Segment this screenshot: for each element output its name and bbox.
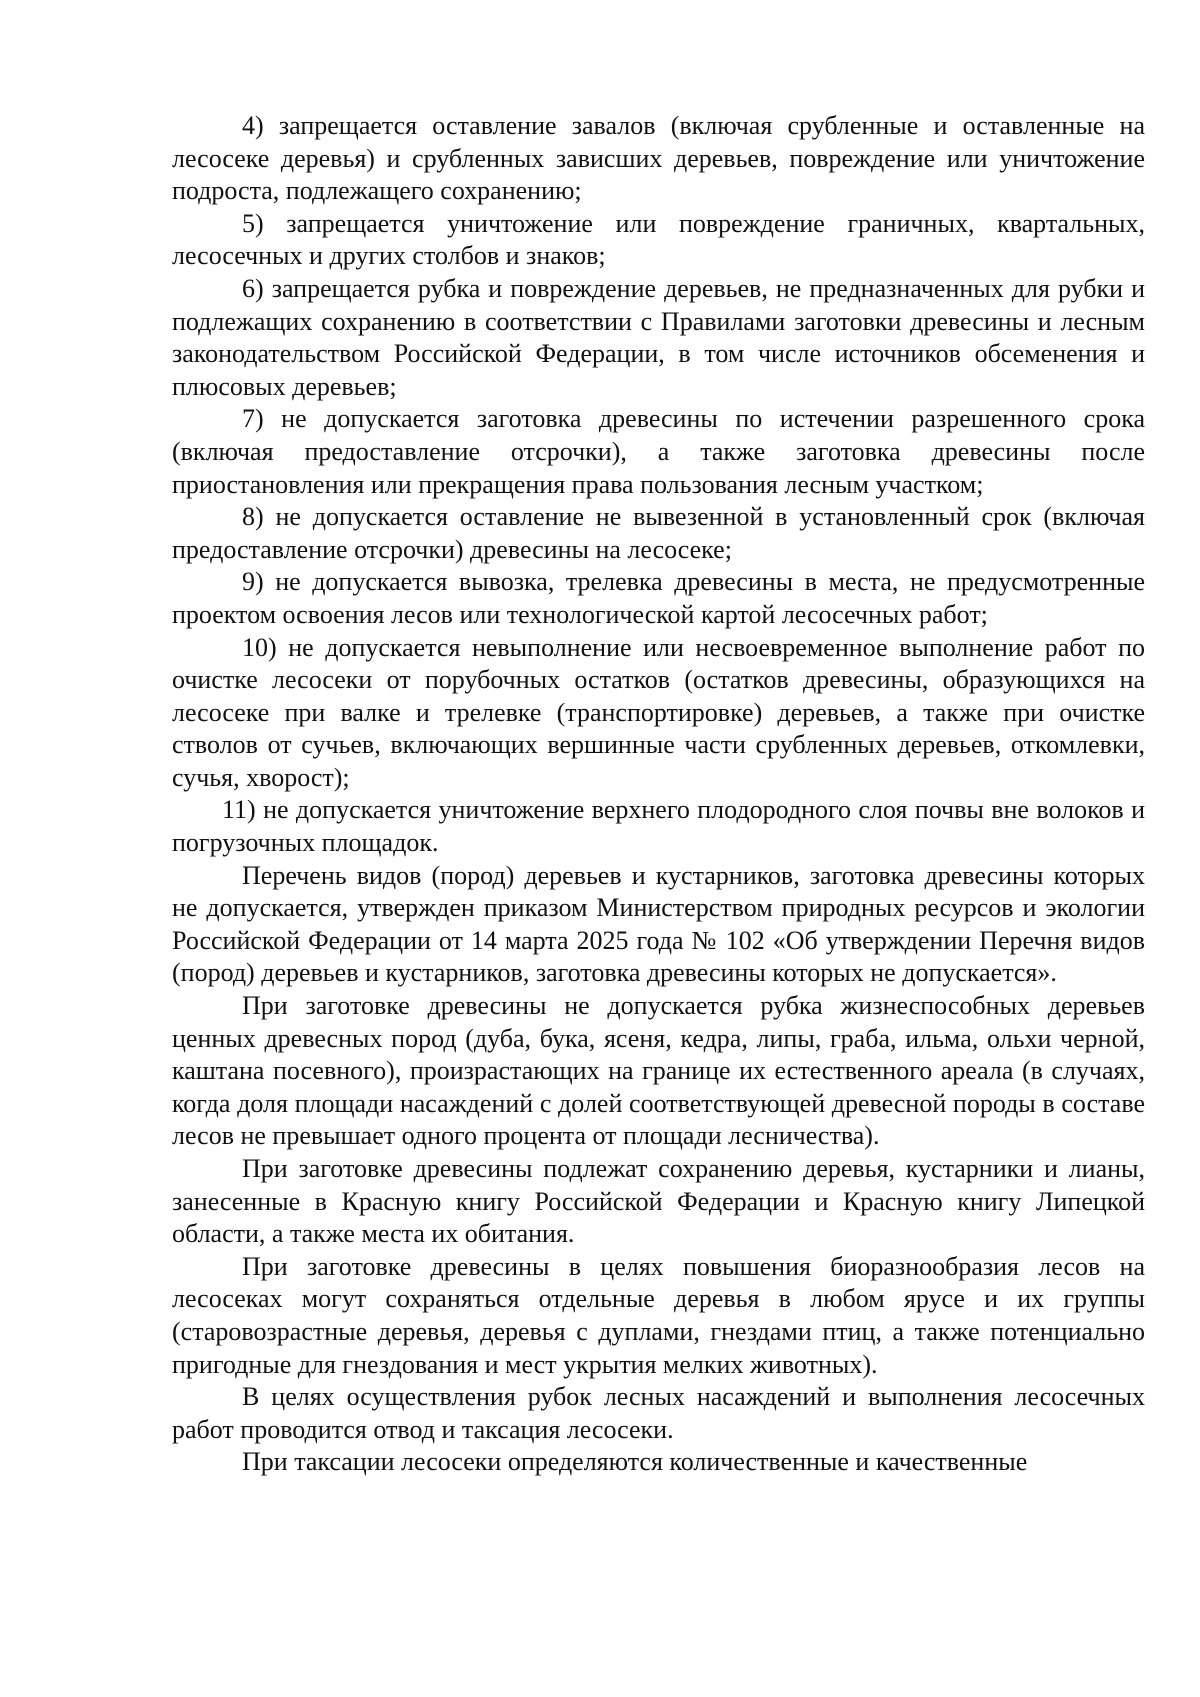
paragraph-item-8: 8) не допускается оставление не вывезенной в установленный срок (включая предоставление отсрочки) древесины на лесосеке; [172,502,1145,564]
paragraph-valuable-species: При заготовке древесины не допускается рубка жизнеспособных деревьев ценных древесных пород (дуба, бука, ясеня, кедра, липы, граба, ильма, ольхи черной, каштана посевного), произрастающих на границе их естественного ареала (в случаях, когда доля площади насаждений с долей соответствующей древесной породы в составе лесов не превышает одного процента от площади лесничества). [172,991,1145,1151]
paragraph-item-4: 4) запрещается оставление завалов (включая срубленные и оставленные на лесосеке деревья) и срубленных зависших деревьев, повреждение или уничтожение подроста, подлежащего сохранению; [172,111,1145,206]
paragraph-item-9: 9) не допускается вывозка, трелевка древесины в места, не предусмотренные проектом освоения лесов или технологической картой лесосечных работ; [172,567,1145,629]
paragraph-allotment: В целях осуществления рубок лесных насаждений и выполнения лесосечных работ проводится отвод и таксация лесосеки. [172,1382,1145,1444]
paragraph-species-list: Перечень видов (пород) деревьев и кустарников, заготовка древесины которых не допускается, утвержден приказом Министерством природных ресурсов и экологии Российской Федерации от 14 марта 2025 года № 102 «Об утверждении Перечня видов (пород) деревьев и кустарников, заготовка древесины которых не допускается». [172,860,1145,988]
paragraph-item-6: 6) запрещается рубка и повреждение деревьев, не предназначенных для рубки и подлежащих сохранению в соответствии с Правилами заготовки древесины и лесным законодательством Российской Федерации, в том числе источников обсеменения и плюсовых деревьев; [172,273,1145,401]
paragraph-item-7: 7) не допускается заготовка древесины по истечении разрешенного срока (включая предоставление отсрочки), а также заготовка древесины после приостановления или прекращения права пользования лесным участком; [172,404,1145,499]
paragraph-item-11: 11) не допускается уничтожение верхнего плодородного слоя почвы вне волоков и погрузочных площадок. [172,795,1145,858]
document-page [172,110,1145,1479]
paragraph-item-5: 5) запрещается уничтожение или повреждение граничных, квартальных, лесосечных и других столбов и знаков; [172,208,1145,271]
paragraph-taxation: При таксации лесосеки определяются количественные и качественные [242,1447,1028,1477]
paragraph-red-book: При заготовке древесины подлежат сохранению деревья, кустарники и лианы, занесенные в Красную книгу Российской Федерации и Красную книгу Липецкой области, а также места их обитания. [172,1154,1145,1249]
paragraph-biodiversity: При заготовке древесины в целях повышения биоразнообразия лесов на лесосеках могут сохраняться отдельные деревья в любом ярусе и их группы (старовозрастные деревья, деревья с дуплами, гнездами птиц, а также потенциально пригодные для гнездования и мест укрытия мелких животных). [172,1251,1145,1379]
paragraph-item-10: 10) не допускается невыполнение или несвоевременное выполнение работ по очистке лесосеки от порубочных остатков (остатков древесины, образующихся на лесосеке при валке и трелевке (транспортировке) деревьев, а также при очистке стволов от сучьев, включающих вершинные части срубленных деревьев, откомлевки, сучья, хворост); [172,632,1145,792]
